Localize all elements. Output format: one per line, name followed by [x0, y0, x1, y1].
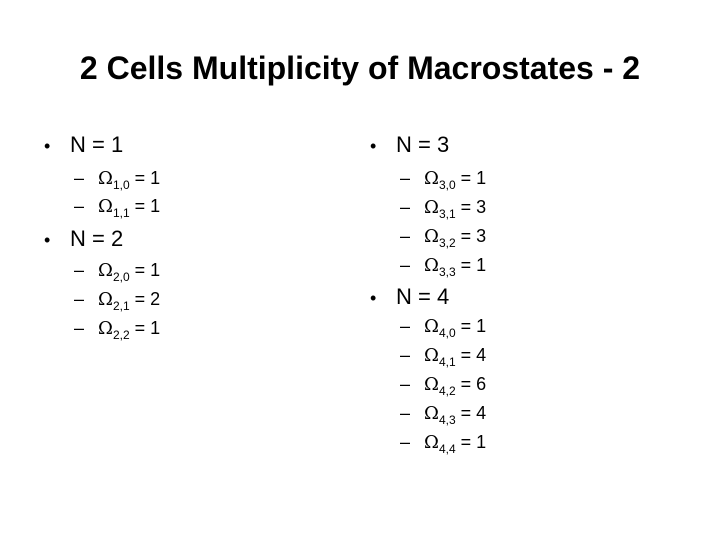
omega-item	[400, 166, 486, 191]
dash-icon: –	[74, 289, 85, 309]
omega-symbol: Ω	[98, 318, 113, 339]
omega-value: = 1	[460, 168, 487, 188]
omega-value: = 4	[460, 345, 487, 365]
omega-subscript: 2,1	[112, 299, 130, 313]
dash-icon: –	[400, 226, 411, 246]
omega-subscript: 4,2	[438, 384, 456, 398]
omega-subscript: 4,1	[438, 355, 456, 369]
bullet-icon: •	[370, 288, 377, 308]
dash-icon: –	[400, 345, 411, 365]
omega-subscript: 3,1	[438, 207, 456, 221]
omega-value: = 1	[460, 316, 487, 336]
omega-value: = 1	[460, 255, 487, 275]
omega-symbol: Ω	[424, 374, 439, 395]
dash-icon: –	[74, 168, 85, 188]
omega-symbol: Ω	[98, 260, 113, 281]
omega-symbol: Ω	[424, 403, 439, 424]
section-heading-n3: • N = 3	[370, 131, 449, 160]
omega-symbol: Ω	[98, 289, 113, 310]
dash-icon: –	[74, 318, 85, 338]
omega-subscript: 3,3	[438, 265, 456, 279]
omega-value: = 3	[460, 226, 487, 246]
omega-subscript: 4,4	[438, 442, 456, 456]
omega-value: = 1	[134, 168, 161, 188]
omega-subscript: 1,0	[112, 178, 130, 192]
omega-item	[400, 253, 486, 278]
omega-subscript: 2,0	[112, 270, 130, 284]
omega-item	[400, 195, 486, 220]
omega-item	[400, 224, 486, 249]
bullet-icon: •	[44, 230, 51, 250]
omega-subscript: 4,3	[438, 413, 456, 427]
bullet-icon: •	[44, 136, 51, 156]
section-heading-n1: • N = 1	[44, 131, 123, 160]
bullet-icon: •	[370, 136, 377, 156]
dash-icon: –	[400, 255, 411, 275]
omega-value: = 4	[460, 403, 487, 423]
omega-value: = 1	[460, 432, 487, 452]
omega-value: = 2	[134, 289, 161, 309]
section-heading-n2: • N = 2	[44, 225, 123, 254]
omega-symbol: Ω	[424, 345, 439, 366]
omega-symbol: Ω	[424, 316, 439, 337]
omega-item	[400, 430, 486, 455]
omega-value: = 1	[134, 318, 161, 338]
omega-subscript: 3,0	[438, 178, 456, 192]
section-heading-n4: • N = 4	[370, 283, 449, 312]
dash-icon: –	[400, 432, 411, 452]
omega-symbol: Ω	[98, 196, 113, 217]
omega-symbol: Ω	[424, 255, 439, 276]
omega-value: = 3	[460, 197, 487, 217]
omega-subscript: 1,1	[112, 206, 130, 220]
dash-icon: –	[74, 260, 85, 280]
omega-subscript: 2,2	[112, 328, 130, 342]
omega-value: = 6	[460, 374, 487, 394]
omega-item	[74, 287, 160, 312]
omega-item	[400, 343, 486, 368]
omega-symbol: Ω	[424, 432, 439, 453]
omega-symbol: Ω	[424, 226, 439, 247]
omega-item	[74, 166, 160, 191]
omega-item	[400, 372, 486, 397]
dash-icon: –	[400, 374, 411, 394]
omega-item	[400, 401, 486, 426]
dash-icon: –	[400, 316, 411, 336]
omega-subscript: 3,2	[438, 236, 456, 250]
dash-icon: –	[400, 197, 411, 217]
omega-item	[74, 316, 160, 341]
dash-icon: –	[400, 168, 411, 188]
dash-icon: –	[400, 403, 411, 423]
dash-icon: –	[74, 196, 85, 216]
omega-symbol: Ω	[424, 168, 439, 189]
slide-title: 2 Cells Multiplicity of Macrostates - 2	[79, 50, 641, 86]
omega-symbol: Ω	[424, 197, 439, 218]
omega-item	[74, 194, 160, 219]
omega-item	[400, 314, 486, 339]
omega-value: = 1	[134, 260, 161, 280]
omega-item	[74, 258, 160, 283]
omega-subscript: 4,0	[438, 326, 456, 340]
omega-symbol: Ω	[98, 168, 113, 189]
omega-value: = 1	[134, 196, 161, 216]
